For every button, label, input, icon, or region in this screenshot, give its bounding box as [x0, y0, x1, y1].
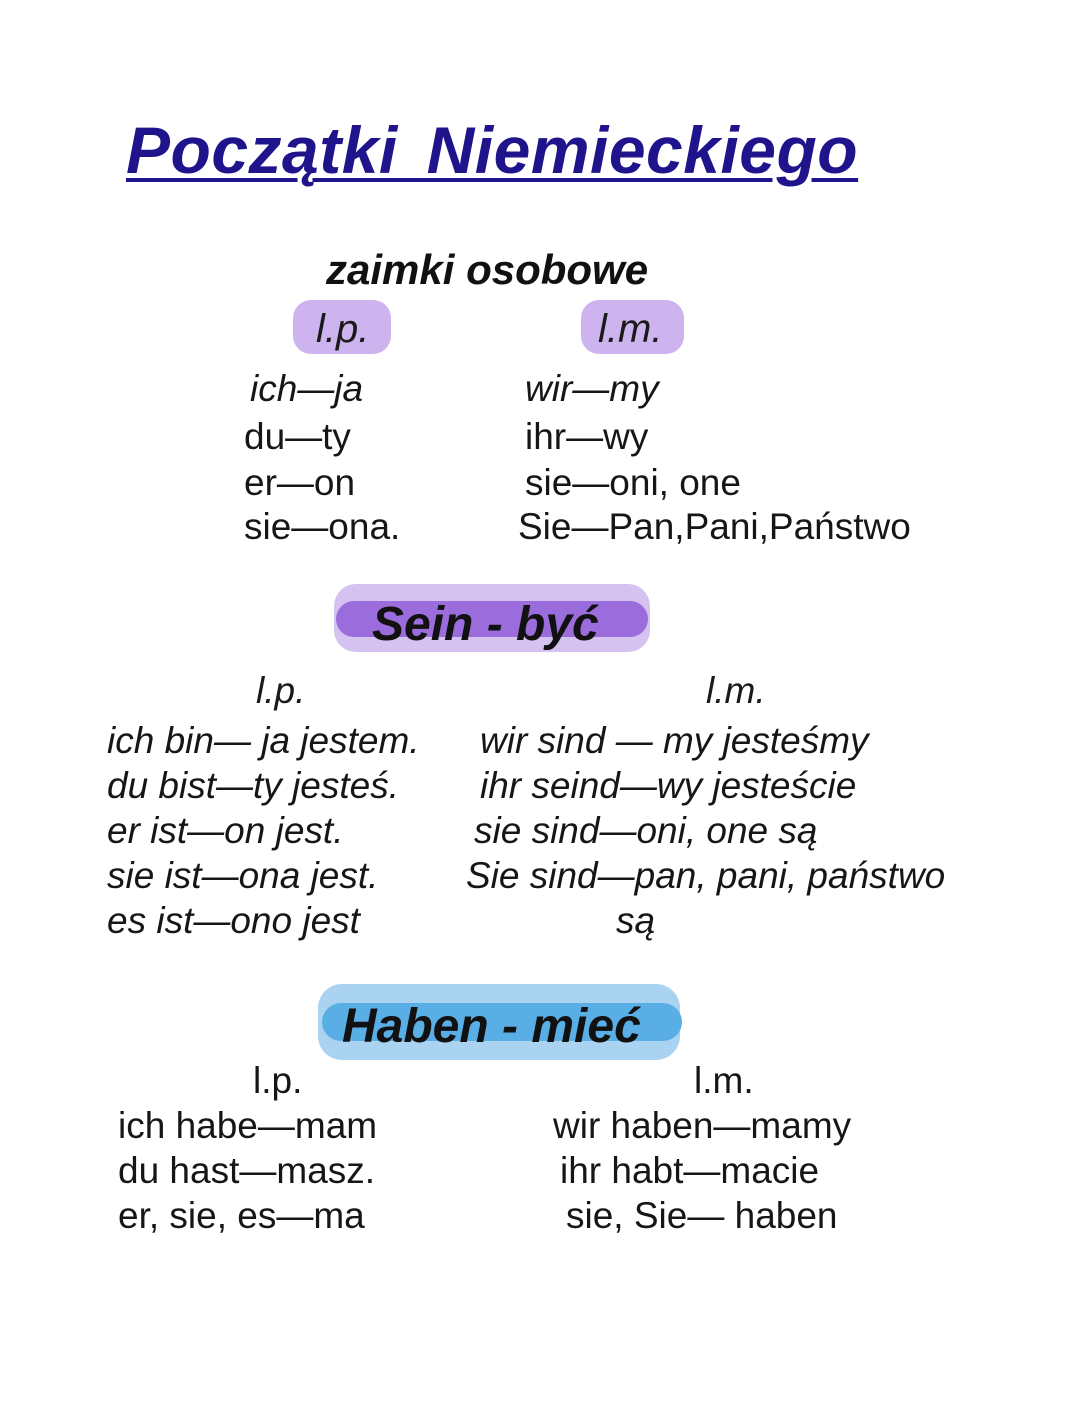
sein-heading: Sein - być: [372, 598, 599, 651]
haben-plural-label: l.m.: [694, 1060, 754, 1101]
pronoun-singular-1: ich—ja: [250, 368, 364, 409]
pronoun-plural-2: ihr—wy: [525, 416, 649, 457]
sein-plural-2: ihr seind—wy jesteście: [480, 765, 857, 806]
haben-heading: Haben - mieć: [342, 1000, 641, 1053]
sein-plural-1: wir sind — my jesteśmy: [480, 720, 869, 761]
sein-singular-3: er ist—on jest.: [107, 810, 344, 851]
pronouns-heading: zaimki osobowe: [326, 246, 649, 293]
sein-singular-4: sie ist—ona jest.: [107, 855, 379, 896]
pronoun-singular-3: er—on: [244, 462, 356, 503]
pronouns-plural-label: l.m.: [598, 307, 663, 351]
sein-singular-2: du bist—ty jesteś.: [107, 765, 400, 806]
pronoun-plural-1: wir—my: [525, 368, 659, 409]
sein-singular-label: l.p.: [256, 670, 306, 711]
haben-singular-label: l.p.: [253, 1060, 303, 1101]
pronoun-plural-4: Sie—Pan,Pani,Państwo: [518, 506, 911, 547]
sein-plural-3: sie sind—oni, one są: [474, 810, 818, 851]
haben-plural-2: ihr habt—macie: [560, 1150, 820, 1191]
haben-plural-1: wir haben—mamy: [553, 1105, 852, 1146]
pronouns-singular-label: l.p.: [316, 307, 370, 351]
sein-plural-label: l.m.: [706, 670, 766, 711]
sein-singular-1: ich bin— ja jestem.: [107, 720, 420, 761]
haben-singular-3: er, sie, es—ma: [118, 1195, 365, 1236]
haben-plural-3: sie, Sie— haben: [566, 1195, 838, 1236]
sein-plural-5: są: [616, 900, 656, 941]
pronoun-singular-2: du—ty: [244, 416, 351, 457]
pronoun-plural-3: sie—oni, one: [525, 462, 741, 503]
pronoun-singular-4: sie—ona.: [244, 506, 401, 547]
page-title: Początki Niemieckiego: [126, 113, 859, 187]
haben-singular-1: ich habe—mam: [118, 1105, 378, 1146]
sein-singular-5: es ist—ono jest: [107, 900, 360, 941]
sein-plural-4: Sie sind—pan, pani, państwo: [466, 855, 946, 896]
haben-singular-2: du hast—masz.: [118, 1150, 376, 1191]
